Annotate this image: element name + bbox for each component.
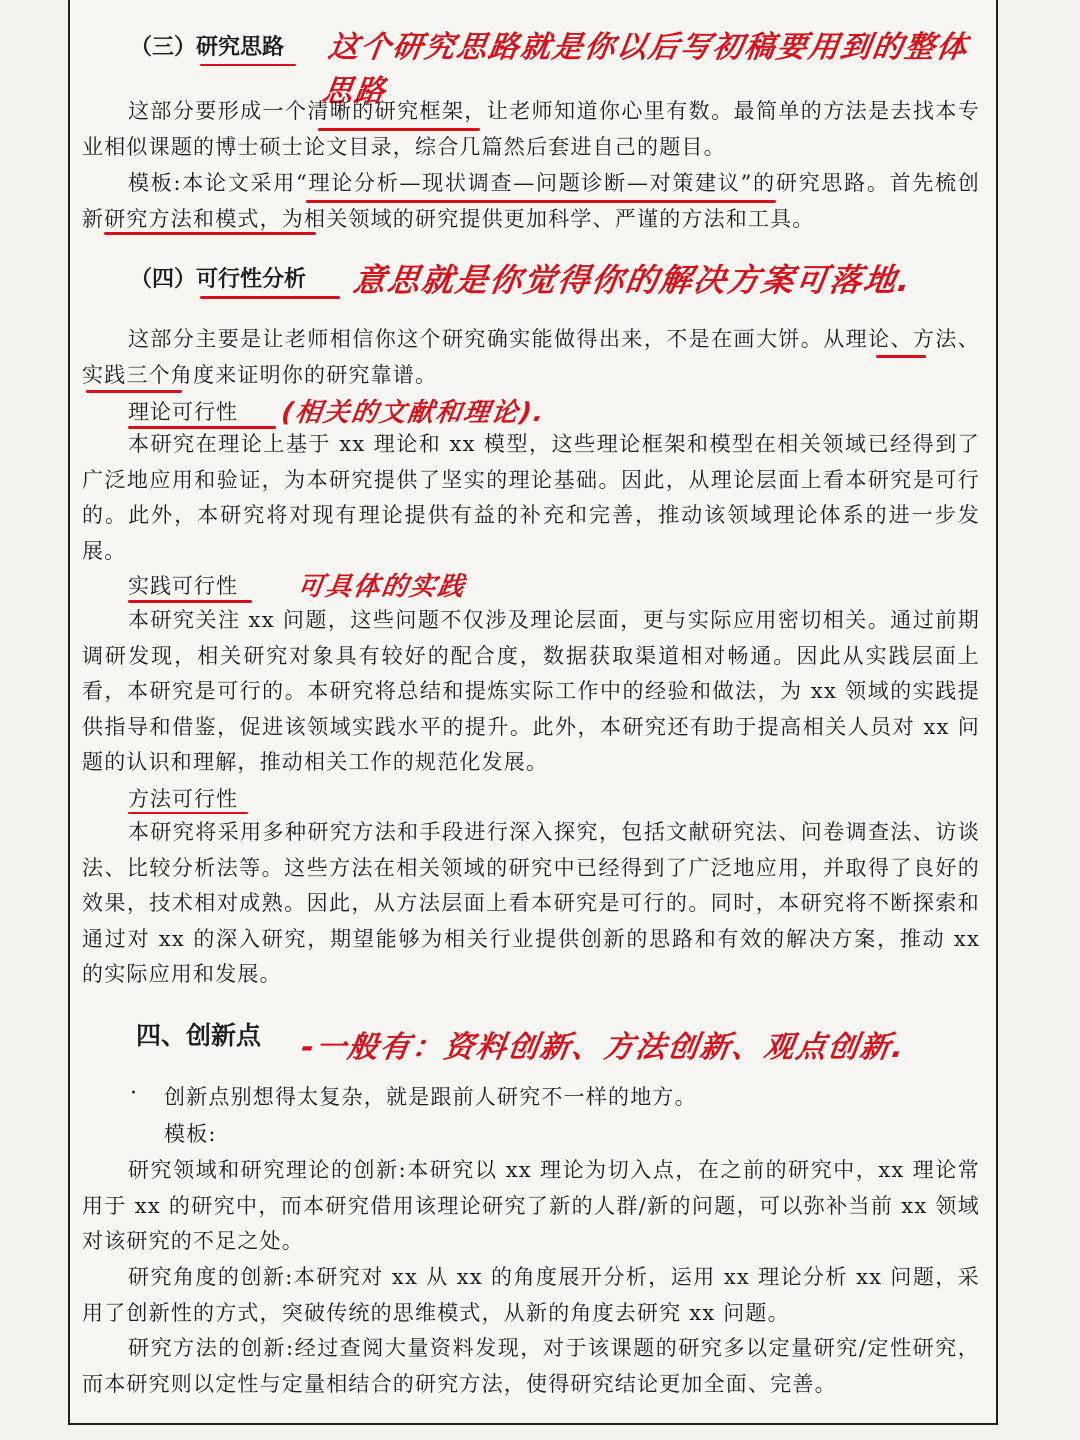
paragraph-method-feasibility: 本研究将采用多种研究方法和手段进行深入探究，包括文献研究法、问卷调查法、访谈法、比较分析法等。这些方法在相关领域的研究中已经得到了广泛地应用，并取得了良好的效果，技术相对成熟。因此，从方法层面上看本研究是可行的。同时，本研究将不断探索和通过对 xx 的深入研究，期望能够为相关行业提供创新的思路和有效的解决方案，推动 xx 的实际应用和发展。 — [82, 820, 980, 986]
paragraph-approach-intro: 这部分要形成一个清晰的研究框架，让老师知道你心里有数。最简单的方法是去找本专业相似课题的博士硕士论文目录，综合几篇然后套进自己的题目。 — [82, 99, 980, 159]
paragraph-theory-feasibility: 本研究在理论上基于 xx 理论和 xx 模型，这些理论框架和模型在相关领域已经得到了广泛地应用和验证，为本研究提供了坚实的理论基础。因此，从理论层面上看本研究是可行的。此外，本研究将对现有理论提供有益的补充和完善，推动该领域理论体系的进一步发展。 — [82, 432, 980, 563]
handwritten-note-practice: 可具体的实践 — [295, 572, 468, 602]
section-heading-innovation: 四、创新点 — [136, 1021, 262, 1050]
section-heading-research-approach: （三）研究思路 — [130, 34, 285, 60]
paragraph-practice-feasibility: 本研究关注 xx 问题，这些问题不仅涉及理论层面，更与实际应用密切相关。通过前期调研发现，相关研究对象具有较好的配合度，数据获取渠道相对畅通。因此从实践层面上看，本研究是可行的。本研究将总结和提炼实际工作中的经验和做法，为 xx 领域的实践提供指导和借鉴，促进该领域实践水平的提升。此外，本研究还有助于提高相关人员对 xx 问题的认识和理解，推动相关工作的规范化发展。 — [82, 608, 980, 774]
underline-mark — [128, 812, 248, 814]
underline-mark — [318, 128, 480, 131]
underline-mark — [200, 64, 296, 66]
paragraph-innovation-angle: 研究角度的创新:本研究对 xx 从 xx 的角度展开分析，运用 xx 理论分析 xx 问题，采用了创新性的方式，突破传统的思维模式，从新的角度去研究 xx 问题。 — [82, 1265, 980, 1325]
paragraph-innovation-method: 研究方法的创新:经过查阅大量资料发现，对于该课题的研究多以定量研究/定性研究，而本研究则以定性与定量相结合的研究方法，使得研究结论更加全面、完善。 — [82, 1336, 980, 1396]
handwritten-note-approach: 这个研究思路就是你以后写初稿要用到的整体思路 — [319, 30, 972, 109]
template-label: 模板: — [164, 1122, 217, 1146]
section-heading-feasibility: （四）可行性分析 — [130, 266, 307, 292]
bullet-dot: · — [130, 1081, 137, 1106]
subheading-theory-feasibility: 理论可行性 — [128, 400, 238, 424]
paragraph-approach-template: 模板:本论文采用“理论分析—现状调查—问题诊断—对策建议”的研究思路。首先梳创新研究方法和模式，为相关领域的研究提供更加科学、严谨的方法和工具。 — [82, 171, 980, 231]
paragraph-feasibility-intro: 这部分主要是让老师相信你这个研究确实能做得出来，不是在画大饼。从理论、方法、实践三个角度来证明你的研究靠谱。 — [82, 327, 980, 387]
underline-mark — [200, 296, 340, 299]
underline-mark — [86, 390, 182, 393]
paragraph-innovation-field: 研究领域和研究理论的创新:本研究以 xx 理论为切入点，在之前的研究中，xx 理论常用于 xx 的研究中，而本研究借用该理论研究了新的人群/新的问题，可以弥补当前 xx 领域对该研究的不足之处。 — [82, 1158, 980, 1253]
handwritten-note-theory: (相关的文献和理论). — [279, 398, 548, 428]
underline-mark — [306, 200, 776, 203]
underline-mark — [104, 232, 316, 235]
handwritten-note-feasibility: 意思就是你觉得你的解决方案可落地. — [351, 261, 915, 299]
document-page — [68, 0, 998, 1425]
subheading-method-feasibility: 方法可行性 — [128, 787, 238, 811]
subheading-practice-feasibility: 实践可行性 — [128, 574, 238, 598]
handwritten-note-innovation: -一般有：资料创新、方法创新、观点创新. — [299, 1030, 908, 1065]
underline-mark — [876, 355, 926, 358]
innovation-bullet-text: 创新点别想得太复杂，就是跟前人研究不一样的地方。 — [164, 1085, 697, 1109]
